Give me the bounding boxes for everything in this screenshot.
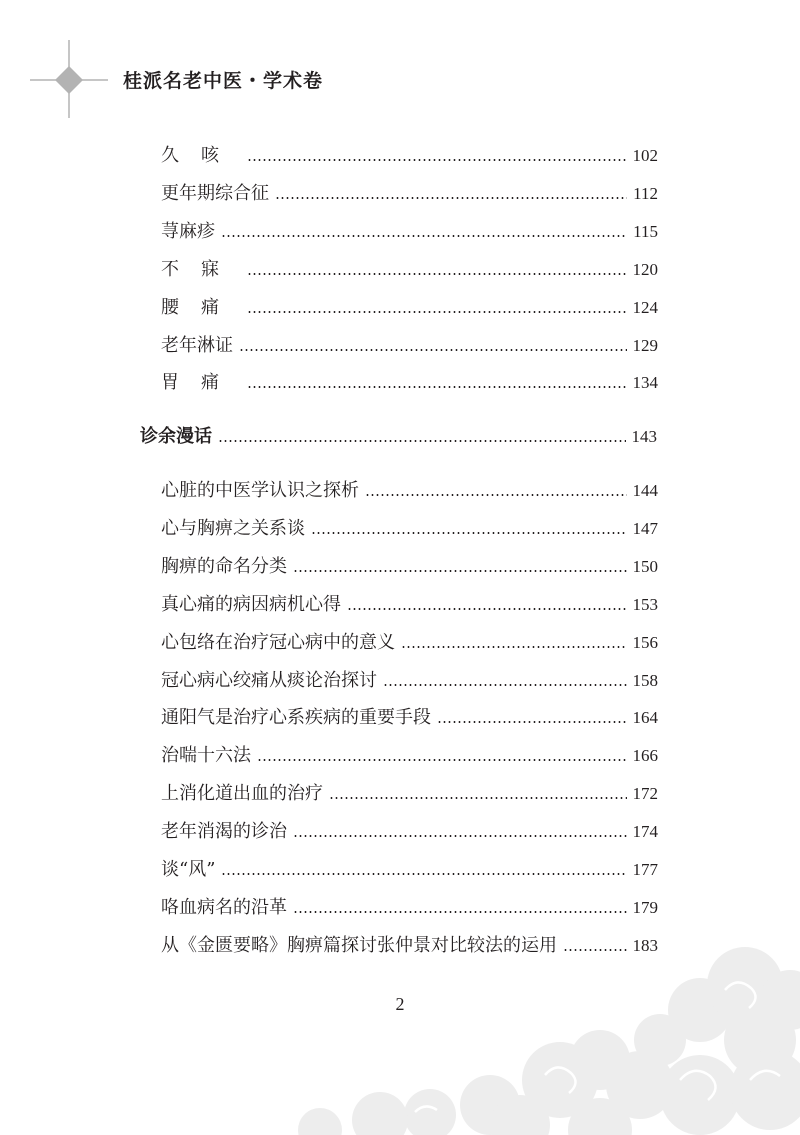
dot-leader bbox=[293, 570, 627, 572]
toc-entry[interactable] bbox=[161, 296, 658, 320]
page-number: 2 bbox=[395, 994, 405, 1014]
toc-entry-title: 久咳 bbox=[161, 145, 241, 166]
dot-leader bbox=[365, 494, 627, 496]
dot-leader bbox=[221, 235, 627, 237]
toc-page-number: 102 bbox=[632, 146, 658, 165]
toc-entry-title: 真心痛的病因病机心得 bbox=[161, 593, 341, 615]
toc-entry-title: 更年期综合征 bbox=[161, 182, 269, 204]
toc-page-number: 174 bbox=[632, 822, 658, 842]
dot-leader bbox=[563, 949, 627, 951]
toc-entry-title: 谈“风” bbox=[161, 859, 216, 880]
toc-page-number: 115 bbox=[633, 221, 658, 241]
toc-entry-title: 胸痹的命名分类 bbox=[161, 555, 287, 577]
toc-page-number: 179 bbox=[632, 897, 658, 917]
dot-leader bbox=[293, 911, 627, 913]
toc-page-number: 124 bbox=[632, 297, 658, 317]
toc-entry[interactable] bbox=[161, 706, 658, 730]
toc-entry-title: 诊余漫话 bbox=[140, 426, 212, 447]
toc-entry-title: 老年淋证 bbox=[161, 334, 233, 356]
toc-entry-title: 老年消渴的诊治 bbox=[161, 821, 287, 843]
toc-entry[interactable] bbox=[161, 782, 658, 806]
toc-entry[interactable] bbox=[161, 334, 658, 358]
toc-entry[interactable] bbox=[161, 631, 658, 655]
dot-leader bbox=[275, 197, 627, 199]
toc-page-number: 183 bbox=[632, 935, 658, 955]
toc-entry[interactable] bbox=[161, 144, 658, 168]
toc-page-number: 144 bbox=[632, 481, 658, 500]
toc-page-number: 143 bbox=[631, 427, 657, 446]
toc-entry-title: 咯血病名的沿革 bbox=[161, 896, 287, 918]
dot-leader bbox=[293, 835, 627, 837]
toc-entry[interactable] bbox=[161, 896, 658, 920]
toc-page-number: 120 bbox=[632, 259, 658, 279]
toc-page-number: 166 bbox=[632, 746, 658, 766]
toc-entry[interactable] bbox=[161, 669, 658, 693]
toc-entry-title: 心包络在治疗冠心病中的意义 bbox=[161, 631, 395, 653]
toc-entry-title: 心脏的中医学认识之探析 bbox=[161, 480, 359, 501]
toc-entry[interactable] bbox=[161, 555, 658, 579]
dot-leader bbox=[383, 684, 627, 686]
dot-leader bbox=[401, 646, 627, 648]
toc-entry[interactable] bbox=[161, 517, 658, 541]
dot-leader bbox=[247, 311, 627, 313]
toc-page-number: 177 bbox=[632, 860, 658, 879]
dot-leader bbox=[247, 386, 627, 388]
dot-leader bbox=[239, 349, 627, 351]
toc-entry-title: 上消化道出血的治疗 bbox=[161, 783, 323, 805]
dot-leader bbox=[247, 273, 627, 275]
toc-page-number: 134 bbox=[632, 373, 658, 393]
toc-page-number: 150 bbox=[632, 556, 658, 576]
dot-leader bbox=[311, 532, 627, 534]
toc-page-number: 172 bbox=[632, 784, 658, 804]
toc-entry-title: 治喘十六法 bbox=[161, 745, 251, 767]
toc-entry[interactable] bbox=[161, 820, 658, 844]
dot-leader bbox=[247, 159, 627, 161]
toc-entry[interactable] bbox=[161, 371, 658, 395]
toc-entry-title: 不寐 bbox=[161, 258, 241, 280]
toc-entry-title: 冠心病心绞痛从痰论治探讨 bbox=[161, 669, 377, 691]
toc-page-number: 147 bbox=[632, 518, 658, 538]
toc-entry-title: 荨麻疹 bbox=[161, 220, 215, 242]
toc-entry[interactable] bbox=[161, 934, 658, 958]
running-head: 桂派名老中医・学术卷 bbox=[123, 70, 324, 92]
toc-entry[interactable] bbox=[161, 182, 658, 206]
dot-leader bbox=[437, 721, 627, 723]
dot-leader bbox=[218, 440, 626, 442]
toc-page-number: 164 bbox=[632, 708, 658, 728]
dot-leader bbox=[257, 759, 627, 761]
toc-page-number: 156 bbox=[632, 632, 658, 652]
dot-leader bbox=[347, 608, 627, 610]
toc-entry-title: 胃痛 bbox=[161, 372, 241, 394]
toc-entry[interactable] bbox=[161, 220, 658, 244]
toc-entry[interactable] bbox=[161, 858, 658, 882]
toc-entry[interactable] bbox=[161, 258, 658, 282]
dot-leader bbox=[329, 797, 627, 799]
toc-entry-title: 通阳气是治疗心系疾病的重要手段 bbox=[161, 707, 431, 729]
toc-page-number: 129 bbox=[632, 335, 658, 355]
toc-page-number: 112 bbox=[633, 183, 658, 203]
toc-entry-title: 腰痛 bbox=[161, 296, 241, 318]
toc-entry-title: 从《金匮要略》胸痹篇探讨张仲景对比较法的运用 bbox=[161, 934, 557, 956]
toc-page-number: 153 bbox=[632, 594, 658, 614]
toc-entry[interactable] bbox=[161, 593, 658, 617]
toc-page-number: 158 bbox=[632, 670, 658, 690]
toc-entry-title: 心与胸痹之关系谈 bbox=[161, 517, 305, 539]
dot-leader bbox=[221, 873, 626, 875]
toc-entry[interactable] bbox=[161, 479, 658, 503]
toc-entry[interactable] bbox=[161, 744, 658, 768]
toc-section-heading[interactable] bbox=[140, 425, 657, 449]
